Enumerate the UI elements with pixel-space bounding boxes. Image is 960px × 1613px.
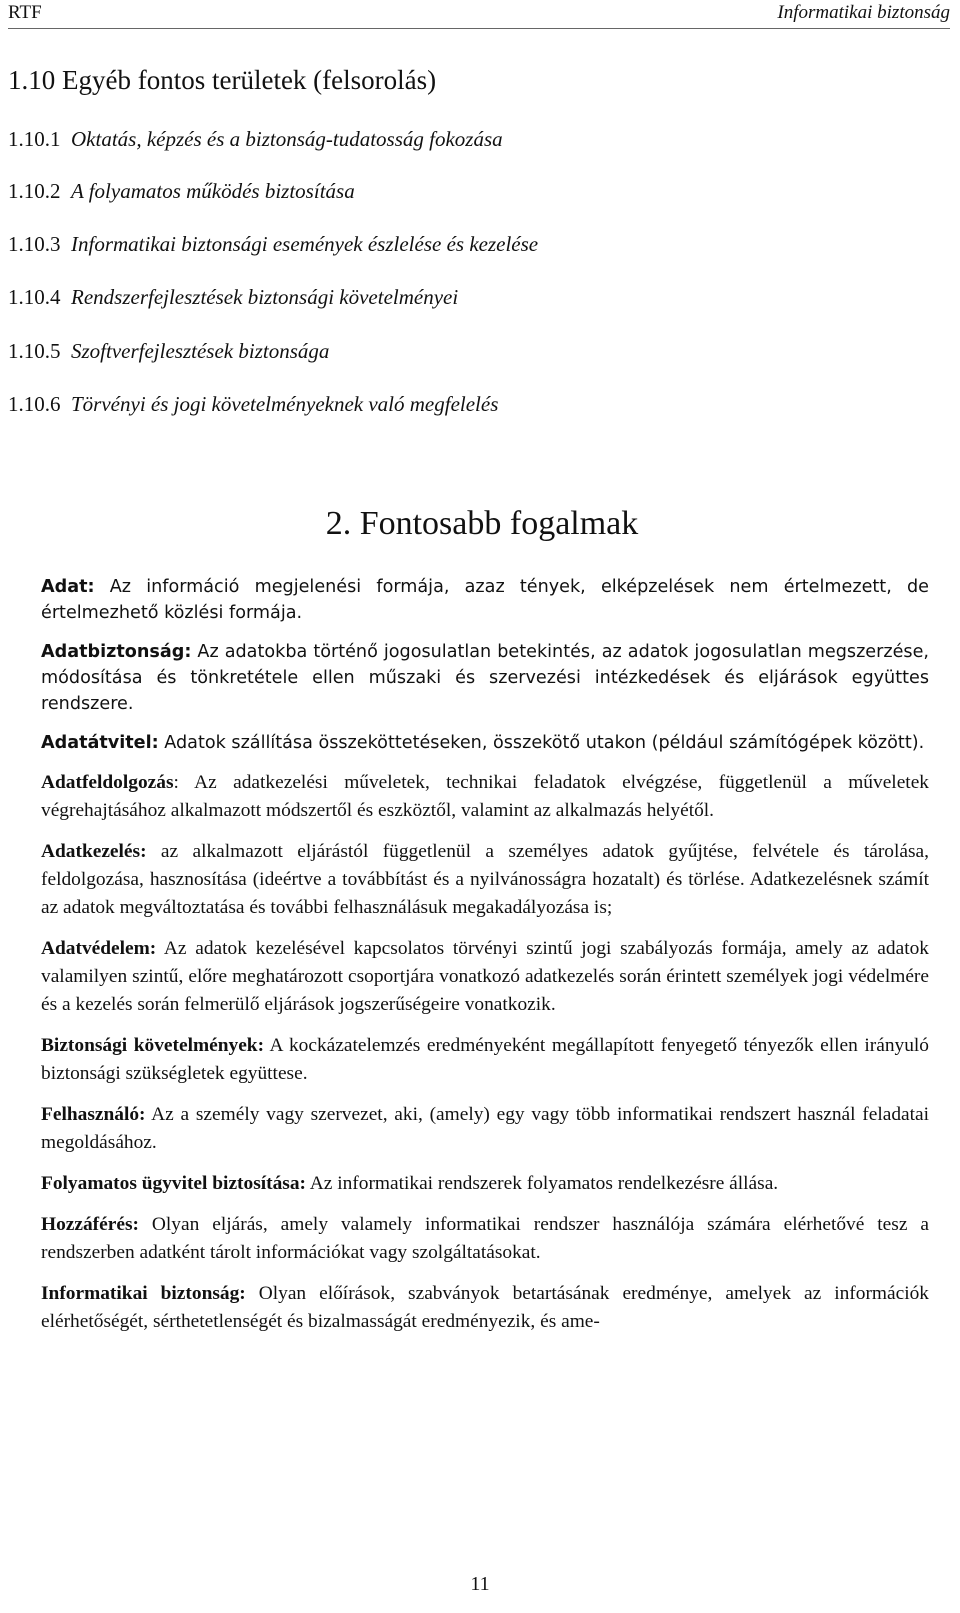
definition-text: A kockázatelemzés eredményeként megállapított fenyegető tényezők ellen irányuló biztonsági szükségletek együttese. [41, 1035, 929, 1084]
toc-item-number: 1.10.5 [8, 339, 61, 363]
definition-term: Folyamatos ügyvitel biztosítása: [41, 1173, 306, 1194]
definition-term: Hozzáférés: [41, 1214, 139, 1235]
definition-text: Olyan előírások, szabványok betartásának eredménye, amelyek az információk elérhetőségét, sérthetetlenségét és bizalmasságát eredményezik, és ame- [41, 1283, 929, 1332]
definition-text: : Az adatkezelési műveletek, technikai feladatok elvégzése, függetlenül a műveletek végrehajtásához alkalmazott módszertől és eszköztől, valamint az alkalmazás helyétől. [41, 772, 929, 821]
toc-item-number: 1.10.4 [8, 285, 61, 309]
definition-item [41, 1280, 929, 1336]
toc-item-title: A folyamatos működés biztosítása [71, 179, 355, 203]
toc-item-number: 1.10.6 [8, 392, 61, 416]
header-right-text: Informatikai biztonság [777, 2, 950, 23]
toc-item [8, 179, 908, 204]
definition-term: Adatkezelés: [41, 841, 147, 862]
definition-text: Az adatokba történő jogosulatlan betekintés, az adatok jogosulatlan megszerzése, módosítása és tönkretétele ellen műszaki és szervezési intézkedések és eljárások együttes rendszere. [41, 642, 929, 714]
page-number: 11 [470, 1573, 490, 1595]
definition-term: Biztonsági követelmények: [41, 1035, 265, 1056]
definition-text: Az a személy vagy szervezet, aki, (amely) egy vagy több informatikai rendszert használ feladatai megoldásához. [41, 1104, 929, 1153]
toc-item [8, 285, 908, 310]
page-header [8, 0, 950, 29]
chapter-heading: 2. Fontosabb fogalmak [325, 505, 639, 542]
toc-item [8, 232, 908, 257]
definition-item [41, 838, 929, 922]
definition-text: Olyan eljárás, amely valamely informatikai rendszer használója számára elérhetővé tesz a rendszerben adatként tárolt információkat vagy szolgáltatásokat. [41, 1214, 929, 1263]
definition-term: Felhasználó: [41, 1104, 146, 1125]
definition-term: Adatvédelem: [41, 938, 157, 959]
definition-item [41, 574, 929, 626]
toc-item-title: Informatikai biztonsági események észlelése és kezelése [71, 232, 539, 256]
definition-term: Informatikai biztonság: [41, 1283, 246, 1304]
toc-item [8, 339, 908, 364]
toc-item-title: Oktatás, képzés és a biztonság-tudatosság fokozása [71, 127, 503, 151]
definition-item [41, 1101, 929, 1157]
header-left-text: RTF [8, 2, 42, 23]
definition-term: Adatátvitel: [41, 733, 159, 753]
toc-item-title: Rendszerfejlesztések biztonsági követelményei [71, 285, 459, 309]
toc-item-number: 1.10.1 [8, 127, 61, 151]
definition-text: az alkalmazott eljárástól függetlenül a személyes adatok gyűjtése, felvétele és tárolása, feldolgozása, hasznosítása (ideértve a továbbítást és a nyilvánosságra hozatalt) és törlése. Adatkezelésnek számít az adatok megváltoztatása és további felhasználásuk megakadályozása is; [41, 841, 929, 918]
toc-item-title: Törvényi és jogi követelményeknek való megfelelés [71, 392, 499, 416]
definition-item [41, 1170, 929, 1198]
section-heading: 1.10 Egyéb fontos területek (felsorolás) [8, 65, 437, 95]
definition-term: Adat: [41, 577, 95, 597]
toc-item-title: Szoftverfejlesztések biztonsága [71, 339, 330, 363]
toc-item [8, 127, 908, 152]
toc-item-number: 1.10.2 [8, 179, 61, 203]
toc-item [8, 392, 908, 417]
definitions-list [41, 574, 929, 1349]
definition-item [41, 730, 929, 756]
definition-text: Adatok szállítása összeköttetéseken, összekötő utakon (például számítógépek között). [158, 733, 925, 753]
definition-item [41, 1211, 929, 1267]
toc-item-number: 1.10.3 [8, 232, 61, 256]
definition-item [41, 639, 929, 717]
definition-text: Az adatok kezelésével kapcsolatos törvényi szintű jogi szabályozás formája, amely az adatok valamilyen szintű, előre meghatározott csoportjára vonatkozó adatkezelés során érintett személyek jogi védelmére és a kezelés során felmerülő eljárások jogszerűségeire vonatkozik. [41, 938, 929, 1015]
definition-text: Az informatikai rendszerek folyamatos rendelkezésre állása. [305, 1173, 779, 1194]
definition-item [41, 769, 929, 825]
definition-item [41, 1032, 929, 1088]
definition-term: Adatfeldolgozás [41, 772, 174, 793]
definition-item [41, 935, 929, 1019]
definition-text: Az információ megjelenési formája, azaz tények, elképzelések nem értelmezett, de értelmezhető közlési formája. [41, 577, 929, 623]
definition-term: Adatbiztonság: [41, 642, 192, 662]
